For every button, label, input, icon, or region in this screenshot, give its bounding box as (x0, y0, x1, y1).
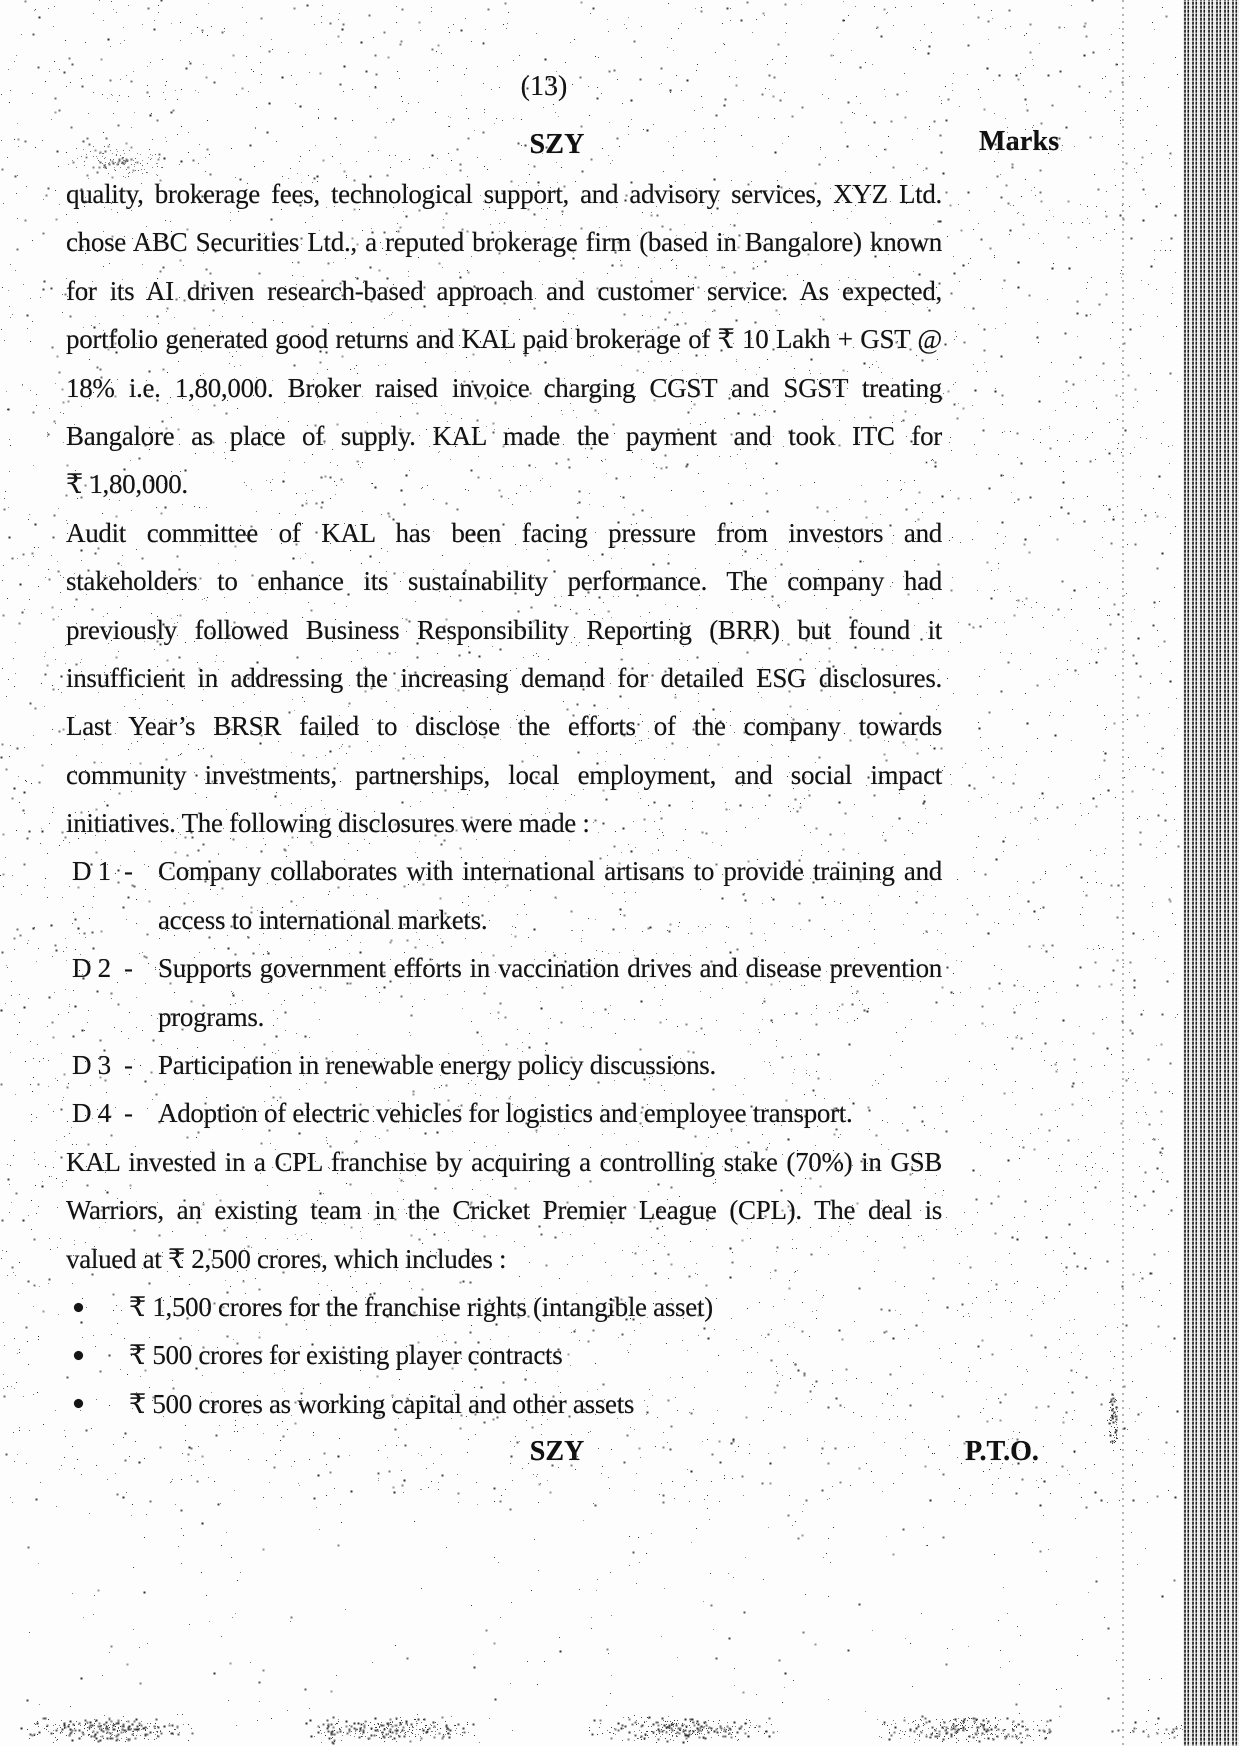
bullet-item (66, 1331, 942, 1379)
text-line: programs. (158, 1001, 265, 1032)
text-line: stakeholders to enhance its sustainability performance. The company had (66, 566, 942, 597)
edge-squiggle-mark (0, 0, 1, 1)
disclosure-label: D 3 (72, 1050, 111, 1081)
binding-strip (1183, 0, 1239, 1746)
bullet-dot-icon (74, 1399, 83, 1408)
paragraph (66, 509, 942, 848)
disclosure-dash: - (124, 856, 133, 887)
text-line: Adoption of electric vehicles for logistics and employee transport. (158, 1098, 853, 1129)
disclosure-row (66, 1041, 942, 1089)
text-line: previously followed Business Responsibility Reporting (BRR) but found it (66, 614, 942, 645)
bullet-text: ₹ 1,500 crores for the franchise rights (intangible asset) (129, 1291, 713, 1322)
text-line: KAL invested in a CPL franchise by acquiring a controlling stake (70%) in GSB (66, 1146, 942, 1177)
text-line: for its AI driven research-based approach and customer service. As expected, (66, 275, 942, 306)
text-line: ₹ 1,80,000. (66, 469, 188, 500)
text-line: portfolio generated good returns and KAL paid brokerage of ₹ 10 Lakh + GST @ (66, 324, 942, 355)
text-line: valued at ₹ 2,500 crores, which includes : (66, 1243, 507, 1274)
text-line: Warriors, an existing team in the Cricket Premier League (CPL). The deal is (66, 1195, 942, 1226)
bullet-dot-icon (74, 1351, 83, 1360)
page-footer (0, 1428, 1239, 1476)
text-line: chose ABC Securities Ltd., a reputed brokerage firm (based in Bangalore) known (66, 227, 942, 258)
disclosure-dash: - (124, 953, 133, 984)
disclosure-label: D 2 (72, 953, 111, 984)
pto-label: P.T.O. (965, 1436, 1039, 1467)
text-line: Supports government efforts in vaccination drives and disease prevention (158, 953, 942, 984)
disclosure-row (66, 944, 942, 1041)
disclosure-row (66, 1089, 942, 1137)
bullet-dot-icon (74, 1303, 83, 1312)
text-line: Participation in renewable energy policy discussions. (158, 1050, 716, 1081)
text-line: Last Year’s BRSR failed to disclose the efforts of the company towards (66, 711, 942, 742)
text-line: quality, brokerage fees, technological support, and advisory services, XYZ Ltd. (66, 179, 942, 209)
disclosure-text (158, 1089, 942, 1137)
disclosure-text (158, 847, 942, 944)
page-edge-dotted-line (1122, 0, 1124, 1746)
bullet-text: ₹ 500 crores as working capital and other assets (129, 1388, 635, 1419)
header-paper-code: SZY (529, 129, 585, 160)
text-line: Company collaborates with international artisans to provide training and (158, 856, 942, 887)
disclosure-dash: - (124, 1098, 133, 1129)
disclosure-label: D 4 (72, 1098, 111, 1129)
page-number: (13) (520, 71, 568, 102)
bullet-text: ₹ 500 crores for existing player contracts (129, 1340, 563, 1371)
footer-paper-code: SZY (529, 1436, 585, 1467)
text-line: access to international markets. (158, 904, 488, 935)
marks-column-label: Marks (979, 126, 1060, 157)
text-line: community investments, partnerships, local employment, and social impact (66, 759, 942, 790)
paragraph (66, 170, 942, 509)
disclosure-dash: - (124, 1050, 133, 1081)
text-line: 18% i.e. 1,80,000. Broker raised invoice charging CGST and SGST treating (66, 372, 942, 403)
bullet-item (66, 1283, 942, 1331)
text-line: Audit committee of KAL has been facing pressure from investors and (66, 517, 942, 548)
disclosure-text (158, 944, 942, 1041)
disclosure-row (66, 847, 942, 944)
text-line: Bangalore as place of supply. KAL made the payment and took ITC for (66, 420, 942, 451)
bullet-item (66, 1380, 942, 1428)
case-study-text (66, 170, 942, 1428)
paragraph (66, 1138, 942, 1283)
text-line: initiatives. The following disclosures were made : (66, 808, 590, 839)
disclosure-text (158, 1041, 942, 1089)
text-line: insufficient in addressing the increasing demand for detailed ESG disclosures. (66, 662, 942, 693)
disclosure-label: D 1 (72, 856, 111, 887)
